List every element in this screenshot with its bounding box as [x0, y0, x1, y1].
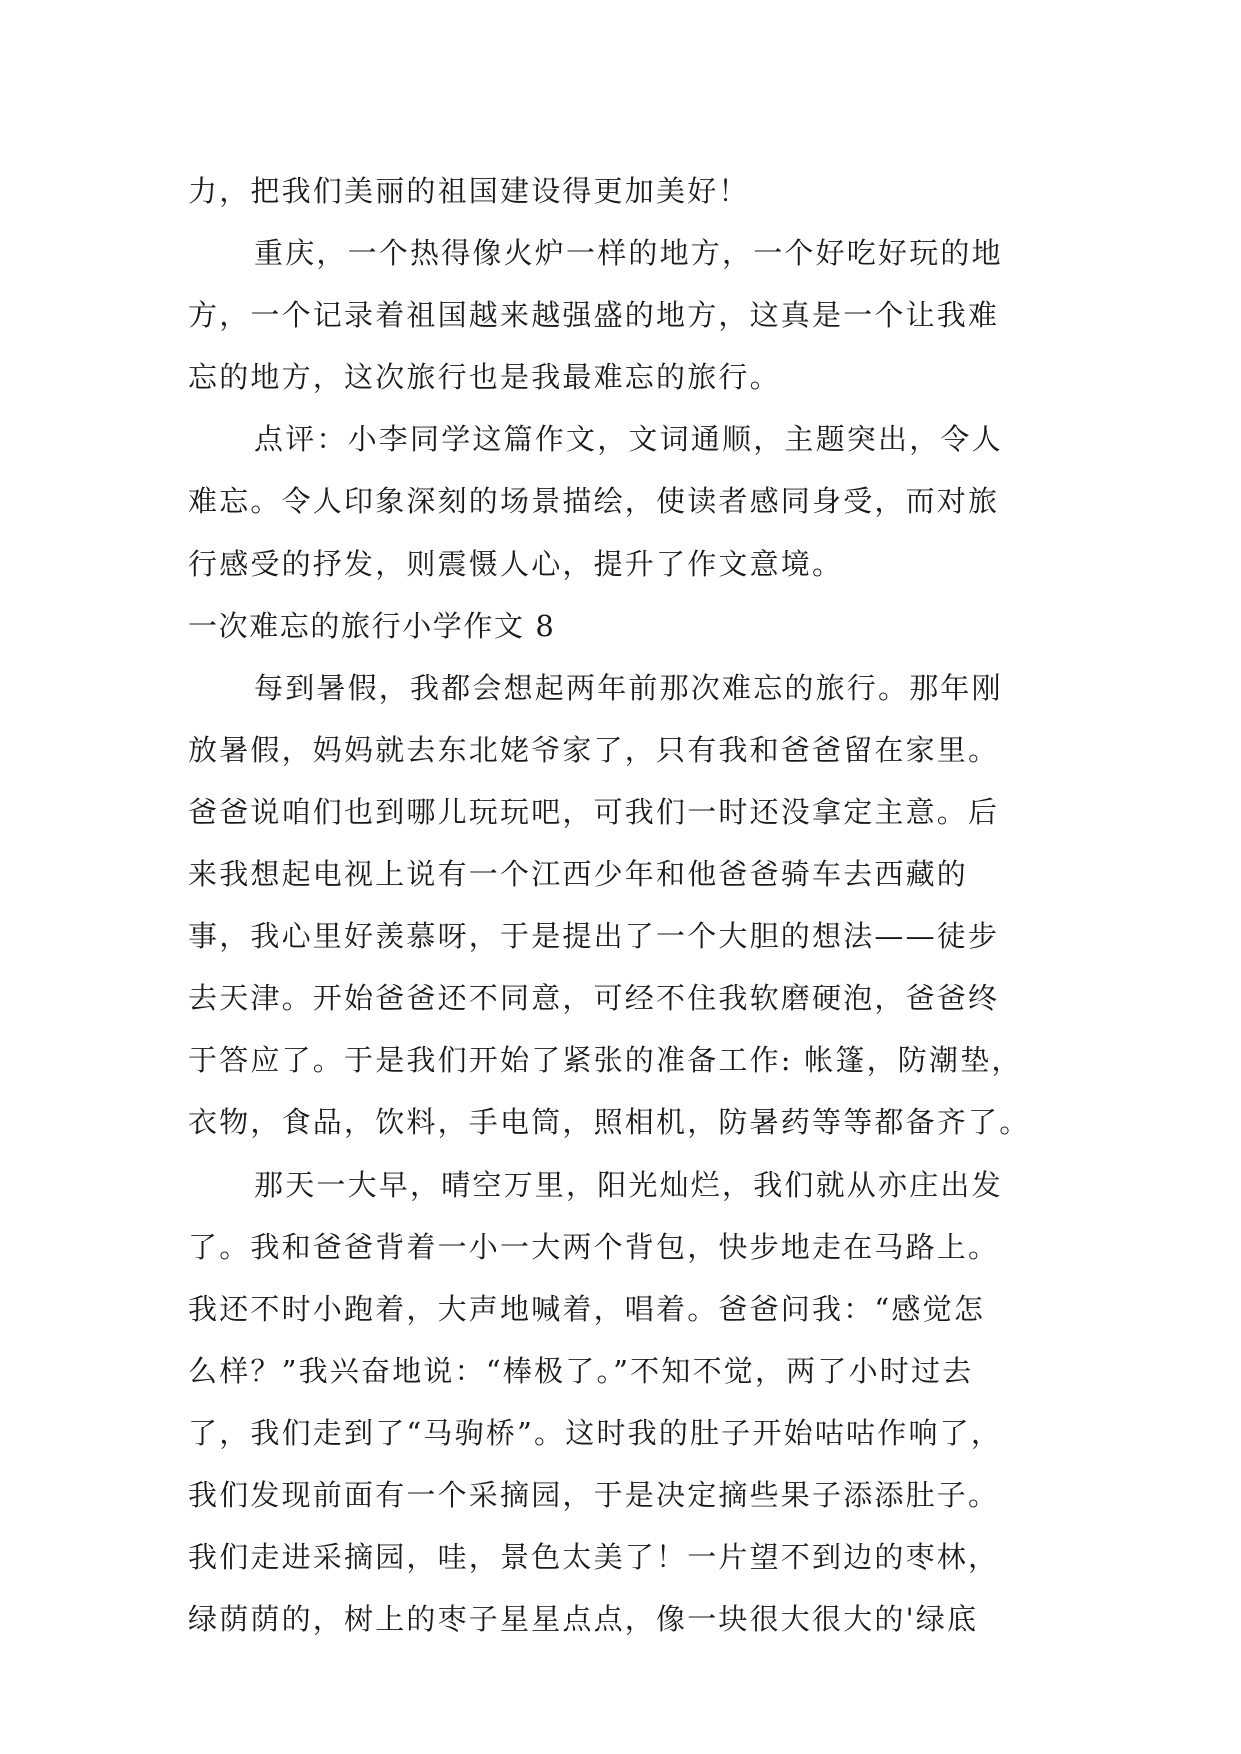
section-heading: 一次难忘的旅行小学作文 8	[188, 608, 556, 643]
document-body	[188, 160, 1068, 1650]
paragraph-first-line: 每到暑假，我都会想起两年前那次难忘的旅行。那年刚	[254, 670, 1003, 705]
paragraph-first-line: 那天一大早，晴空万里，阳光灿烂，我们就从亦庄出发	[254, 1167, 1003, 1202]
paragraph-line: 忘的地方，这次旅行也是我最难忘的旅行。	[188, 360, 781, 395]
paragraph-line: 去天津。开始爸爸还不同意，可经不住我软磨硬泡，爸爸终	[188, 981, 1000, 1016]
paragraph-line: 放暑假，妈妈就去东北姥爷家了，只有我和爸爸留在家里。	[188, 732, 1000, 767]
paragraph-line: 了，我们走到了“马驹桥”。这时我的肚子开始咕咕作响了，	[188, 1415, 1003, 1450]
paragraph-line: 绿荫荫的，树上的枣子星星点点，像一块很大很大的'绿底	[188, 1602, 979, 1637]
paragraph-line: 力，把我们美丽的祖国建设得更加美好！	[188, 174, 750, 208]
paragraph-line: 行感受的抒发，则震慑人心，提升了作文意境。	[188, 546, 844, 581]
paragraph-line: 我还不时小跑着，大声地喊着，唱着。爸爸问我：“感觉怎	[188, 1291, 986, 1326]
paragraph-line: 了。我和爸爸背着一小一大两个背包，快步地走在马路上。	[188, 1229, 1000, 1264]
paragraph-line: 衣物，食品，饮料，手电筒，照相机，防暑药等等都备齐了。	[188, 1105, 1031, 1140]
paragraph-line: 难忘。令人印象深刻的场景描绘，使读者感同身受，而对旅	[188, 484, 1000, 519]
paragraph-line: 于答应了。于是我们开始了紧张的准备工作: 帐篷，防潮垫，	[188, 1043, 1023, 1078]
paragraph-first-line: 重庆，一个热得像火炉一样的地方，一个好吃好玩的地	[254, 236, 1003, 271]
paragraph-first-line: 点评：小李同学这篇作文，文词通顺，主题突出，令人	[254, 422, 1003, 457]
paragraph-line: 爸爸说咱们也到哪儿玩玩吧，可我们一时还没拿定主意。后	[188, 794, 1000, 829]
paragraph-line: 我们发现前面有一个采摘园，于是决定摘些果子添添肚子。	[188, 1477, 1000, 1512]
paragraph-line: 我们走进采摘园，哇，景色太美了！一片望不到边的枣林，	[188, 1540, 1000, 1575]
paragraph-line: 方，一个记录着祖国越来越强盛的地方，这真是一个让我难	[188, 298, 1000, 333]
paragraph-line: 事，我心里好羡慕呀，于是提出了一个大胆的想法——徒步	[188, 919, 1000, 954]
paragraph-line: 么样？”我兴奋地说：“棒极了。”不知不觉，两了小时过去	[188, 1353, 974, 1388]
paragraph-line: 来我想起电视上说有一个江西少年和他爸爸骑车去西藏的	[188, 857, 969, 892]
